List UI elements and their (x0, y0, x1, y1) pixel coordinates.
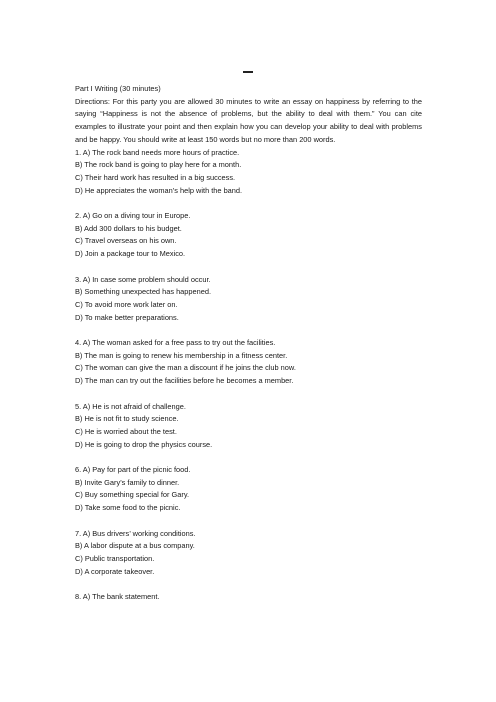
option-line: B) He is not fit to study science. (75, 414, 179, 424)
option-line: B) The rock band is going to play here for a month. (75, 160, 242, 170)
option-line: C) Public transportation. (75, 553, 155, 563)
option-line: 1. A) The rock band needs more hours of practice. (75, 147, 240, 157)
option-line: 3. A) In case some problem should occur. (75, 274, 211, 284)
option-line: B) Something unexpected has happened. (75, 287, 212, 297)
option-line: D) He is going to drop the physics course. (75, 439, 213, 449)
option-line: 5. A) He is not afraid of challenge. (75, 401, 186, 411)
option-line: 4. A) The woman asked for a free pass to try out the facilities. (75, 338, 276, 348)
option-line: 8. A) The bank statement. (75, 592, 160, 602)
option-line: C) To avoid more work later on. (75, 299, 178, 309)
question-6 (75, 464, 422, 515)
option-line: C) He is worried about the test. (75, 426, 177, 436)
option-line: B) The man is going to renew his membership in a fitness center. (75, 350, 288, 360)
option-line: D) The man can try out the facilities before he becomes a member. (75, 376, 294, 386)
question-5 (75, 401, 422, 452)
option-line: B) A labor dispute at a bus company. (75, 541, 195, 551)
option-line: 2. A) Go on a diving tour in Europe. (75, 211, 191, 221)
option-line: B) Add 300 dollars to his budget. (75, 223, 182, 233)
option-line: C) Their hard work has resulted in a big success. (75, 172, 236, 182)
option-line: 7. A) Bus drivers’ working conditions. (75, 528, 196, 538)
option-line: D) To make better preparations. (75, 312, 179, 322)
question-4 (75, 337, 422, 388)
option-line: C) The woman can give the man a discount if he joins the club now. (75, 363, 296, 373)
question-3 (75, 274, 422, 325)
option-line: D) Join a package tour to Mexico. (75, 249, 186, 259)
header-dash (243, 71, 253, 73)
option-line: D) Take some food to the picnic. (75, 503, 181, 513)
section-title: Part I Writing (30 minutes) (75, 84, 161, 93)
option-line: B) Invite Gary’s family to dinner. (75, 477, 180, 487)
option-line: C) Travel overseas on his own. (75, 236, 177, 246)
question-1 (75, 147, 422, 198)
question-2 (75, 210, 422, 261)
question-8 (75, 591, 422, 604)
option-line: D) A corporate takeover. (75, 566, 155, 576)
option-line: 6. A) Pay for part of the picnic food. (75, 465, 191, 475)
question-7 (75, 528, 422, 579)
option-line: D) He appreciates the woman’s help with the band. (75, 185, 243, 195)
document-body (75, 83, 422, 604)
option-line: C) Buy something special for Gary. (75, 490, 190, 500)
directions-paragraph: Directions: For this party you are allowed 30 minutes to write an essay on happiness by referring to the saying “Happiness is not the absence of problems, but the ability to deal with them.” You can cite examples to illustrate your point and then explain how you can develop your ability to deal with problems and be happy. You should write at least 150 words but no more than 200 words. (75, 96, 422, 144)
